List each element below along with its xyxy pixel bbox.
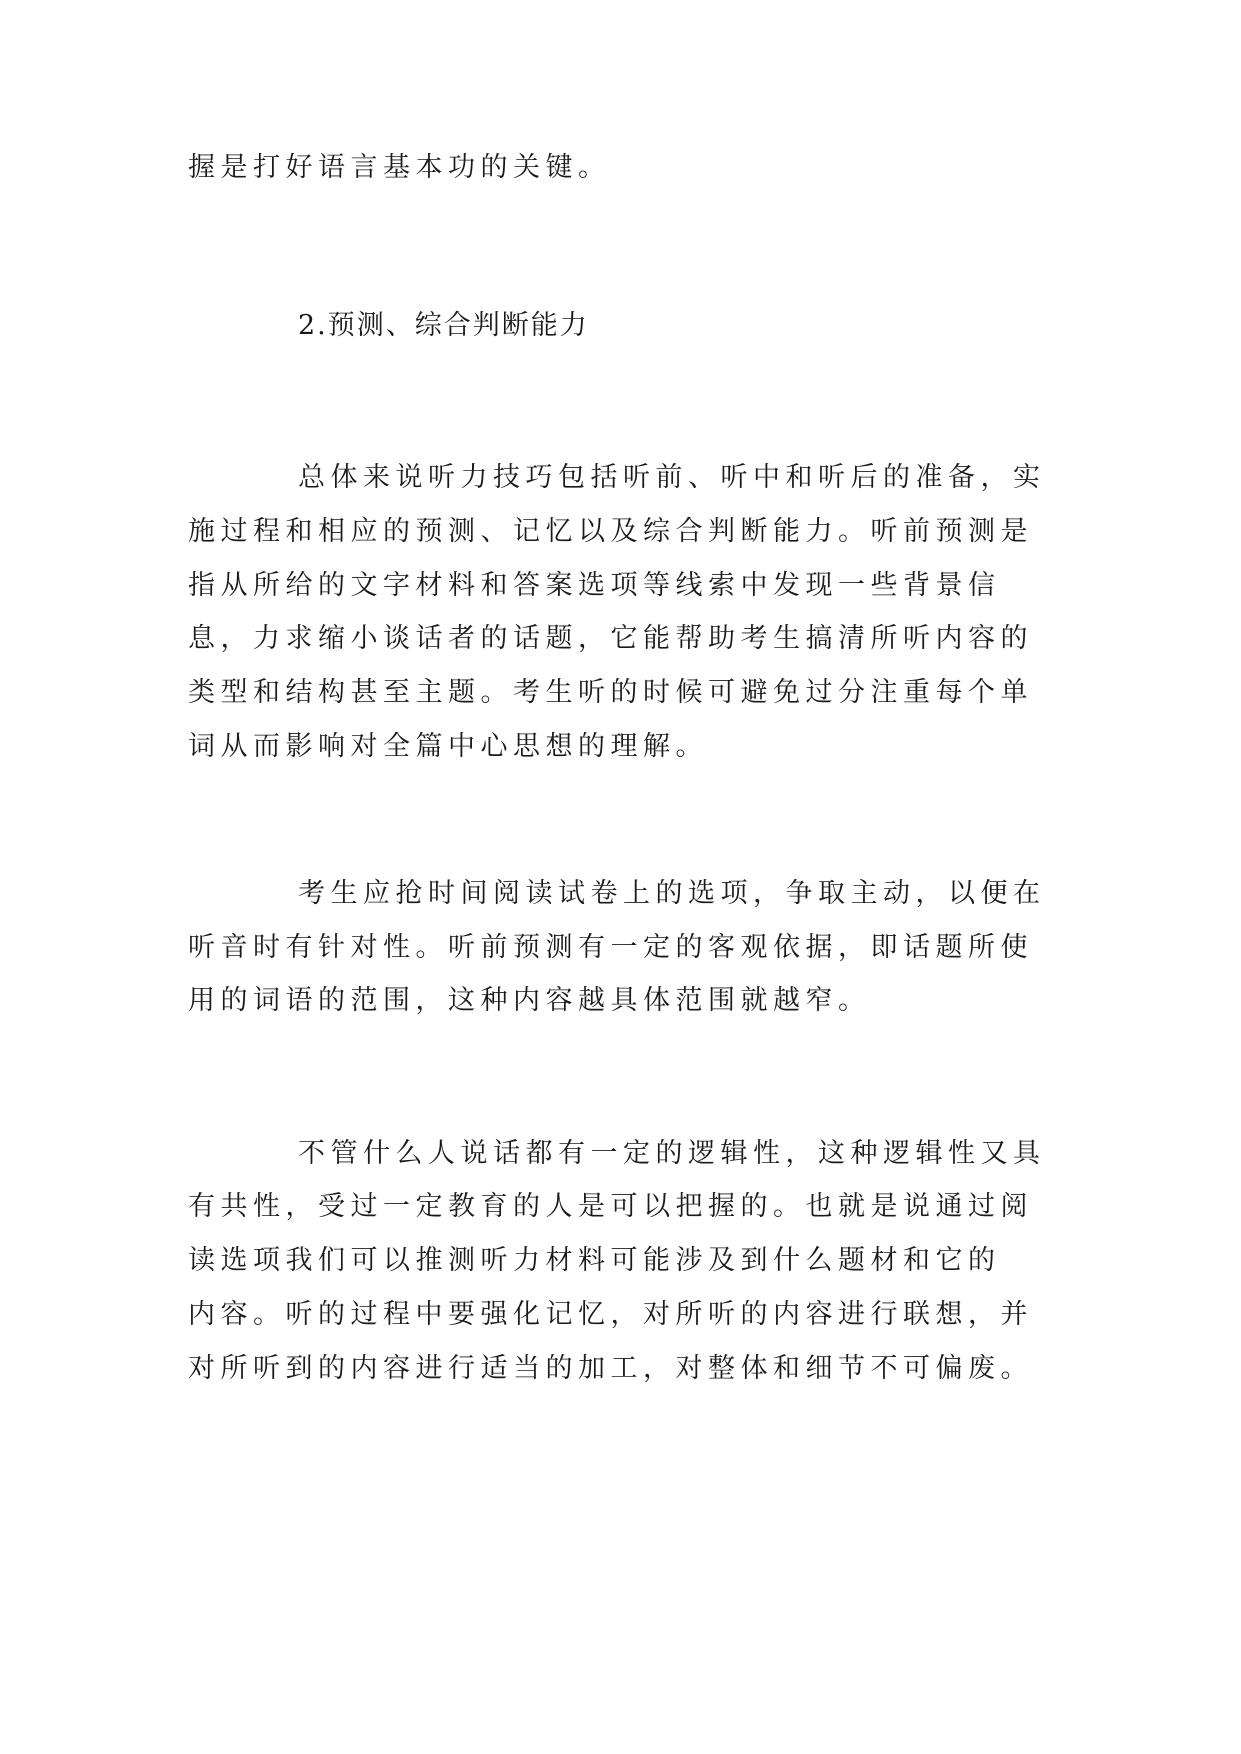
paragraph-3-line-5: 对所听到的内容进行适当的加工，对整体和细节不可偏废。 — [188, 1353, 1033, 1384]
paragraph-2-line-3: 用的词语的范围，这种内容越具体范围就越窄。 — [188, 985, 871, 1016]
paragraph-1-line-3: 指从所给的文字材料和答案选项等线索中发现一些背景信 — [188, 570, 1001, 601]
paragraph-2-line-2: 听音时有针对性。听前预测有一定的客观依据，即话题所使 — [188, 932, 1033, 963]
paragraph-3-line-1: 不管什么人说话都有一定的逻辑性，这种逻辑性又具 — [298, 1138, 1046, 1169]
paragraph-1-line-1: 总体来说听力技巧包括听前、听中和听后的准备，实 — [298, 462, 1046, 493]
paragraph-3-line-2: 有共性，受过一定教育的人是可以把握的。也就是说通过阅 — [188, 1191, 1033, 1222]
paragraph-1-line-6: 词从而影响对全篇中心思想的理解。 — [188, 731, 708, 762]
paragraph-1-line-5: 类型和结构甚至主题。考生听的时候可避免过分注重每个单 — [188, 677, 1033, 708]
paragraph-continuation-line: 握是打好语言基本功的关键。 — [188, 152, 611, 183]
paragraph-1-line-4: 息，力求缩小谈话者的话题，它能帮助考生搞清所听内容的 — [188, 623, 1033, 654]
paragraph-3-line-4: 内容。听的过程中要强化记忆，对所听的内容进行联想，并 — [188, 1299, 1033, 1330]
section-heading: 2.预测、综合判断能力 — [298, 310, 589, 341]
paragraph-2-line-1: 考生应抢时间阅读试卷上的选项，争取主动，以便在 — [298, 878, 1046, 909]
paragraph-1-line-2: 施过程和相应的预测、记忆以及综合判断能力。听前预测是 — [188, 516, 1033, 547]
paragraph-3-line-3: 读选项我们可以推测听力材料可能涉及到什么题材和它的 — [188, 1245, 1001, 1276]
